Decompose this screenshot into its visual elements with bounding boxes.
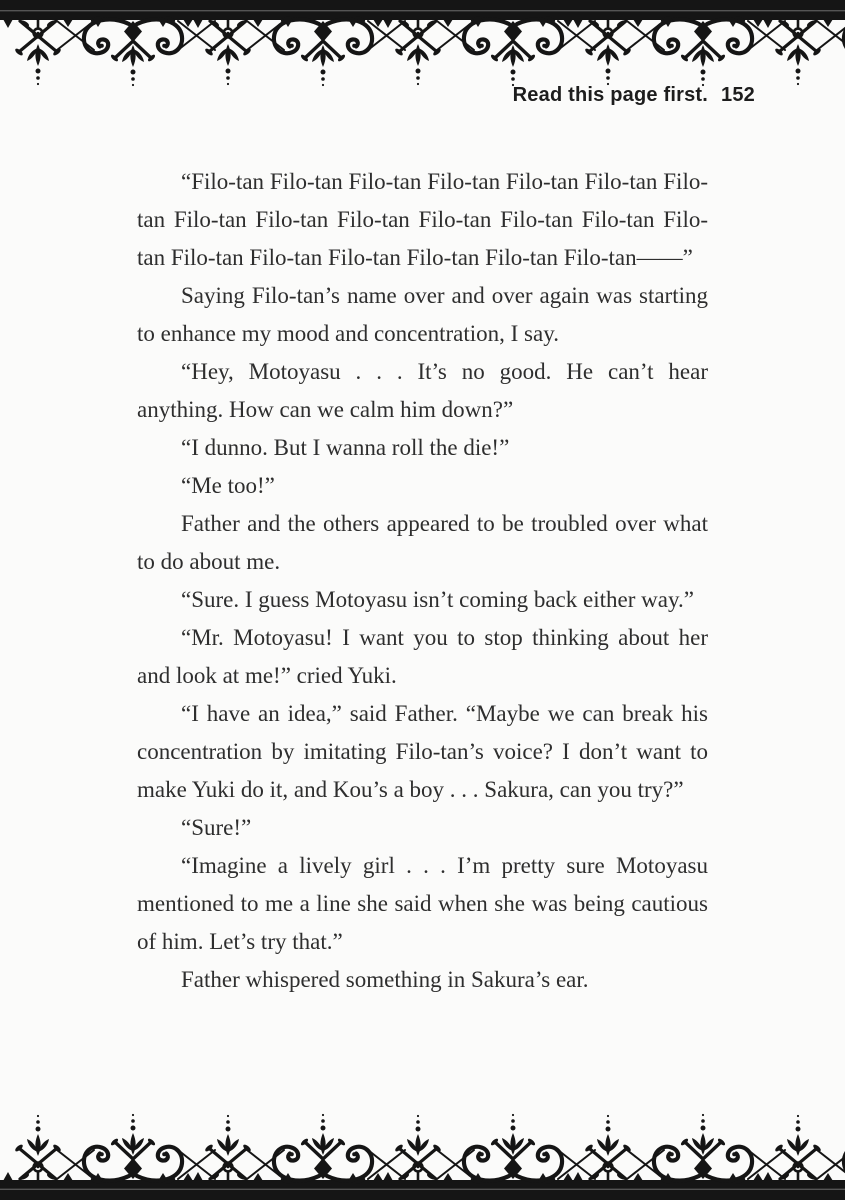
header-note: Read this page first. <box>512 84 709 106</box>
paragraph-5: “Me too!” <box>181 473 275 498</box>
paragraph-3: “Hey, Motoyasu . . . It’s no good. He can’t hear anything. How can we calm him down?” <box>137 359 708 422</box>
ornamental-border-bottom-icon <box>0 1098 845 1200</box>
running-header <box>513 84 755 107</box>
paragraph-2: Saying Filo-tan’s name over and over again was starting to enhance my mood and concentration, I say. <box>137 283 708 346</box>
paragraph-12: Father whispered something in Sakura’s ear. <box>181 967 589 992</box>
paragraph-1: “Filo-tan Filo-tan Filo-tan Filo-tan Filo-tan Filo-tan Filo-tan Filo-tan Filo-tan Filo-tan Filo-tan Filo-tan Filo-tan Filo-tan Filo-tan Filo-tan Filo-tan Filo-tan Filo-tan Filo-tan——” <box>137 169 708 270</box>
paragraph-7: “Sure. I guess Motoyasu isn’t coming back either way.” <box>181 587 694 612</box>
paragraph-6: Father and the others appeared to be troubled over what to do about me. <box>137 511 708 574</box>
paragraph-4: “I dunno. But I wanna roll the die!” <box>181 435 510 460</box>
paragraph-8: “Mr. Motoyasu! I want you to stop thinking about her and look at me!” cried Yuki. <box>137 625 708 688</box>
paragraph-9: “I have an idea,” said Father. “Maybe we can break his concentration by imitating Filo-tan’s voice? I don’t want to make Yuki do it, and Kou’s a boy . . . Sakura, can you try?” <box>137 701 708 802</box>
page-number: 152 <box>721 84 755 106</box>
paragraph-10: “Sure!” <box>181 815 252 840</box>
page-text <box>137 163 708 999</box>
paragraph-11: “Imagine a lively girl . . . I’m pretty sure Motoyasu mentioned to me a line she said when she was being cautious of him. Let’s try that.” <box>137 853 708 954</box>
